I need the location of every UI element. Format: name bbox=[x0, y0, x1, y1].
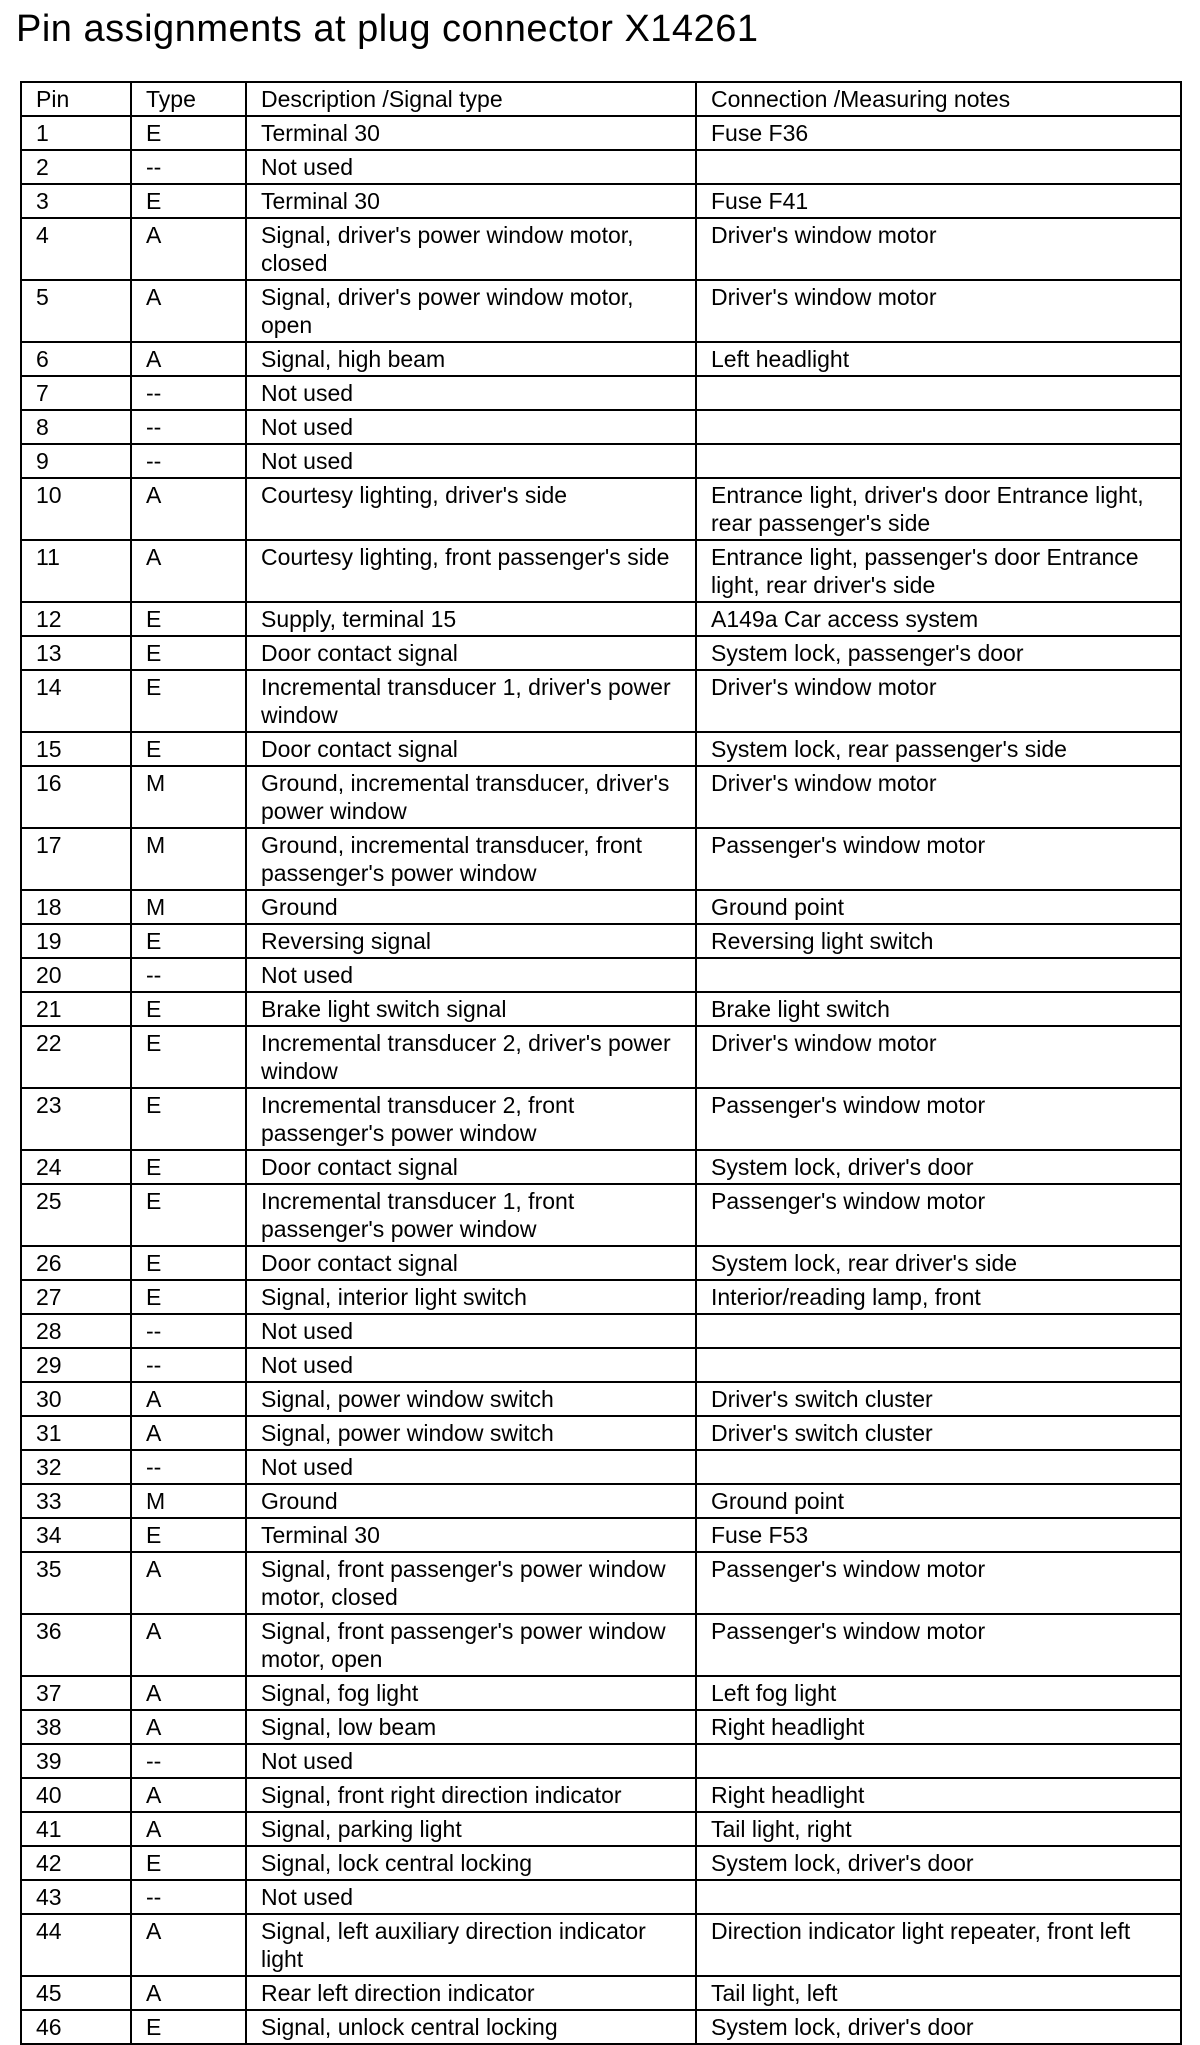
pin-cell: 39 bbox=[21, 1744, 131, 1778]
type-cell: A bbox=[131, 218, 246, 280]
type-cell: A bbox=[131, 1812, 246, 1846]
table-row bbox=[21, 1676, 1181, 1710]
pin-cell: 41 bbox=[21, 1812, 131, 1846]
pin-cell: 35 bbox=[21, 1552, 131, 1614]
type-cell: -- bbox=[131, 150, 246, 184]
pin-cell: 23 bbox=[21, 1088, 131, 1150]
table-row bbox=[21, 602, 1181, 636]
connection-cell: Interior/reading lamp, front bbox=[696, 1280, 1181, 1314]
type-cell: E bbox=[131, 1846, 246, 1880]
pin-cell: 25 bbox=[21, 1184, 131, 1246]
connection-cell: Right headlight bbox=[696, 1778, 1181, 1812]
table-row bbox=[21, 670, 1181, 732]
description-cell: Door contact signal bbox=[246, 1150, 696, 1184]
table-row bbox=[21, 1518, 1181, 1552]
type-cell: A bbox=[131, 478, 246, 540]
type-cell: A bbox=[131, 1382, 246, 1416]
table-row bbox=[21, 828, 1181, 890]
description-cell: Signal, low beam bbox=[246, 1710, 696, 1744]
pin-cell: 7 bbox=[21, 376, 131, 410]
description-cell: Signal, power window switch bbox=[246, 1382, 696, 1416]
table-row bbox=[21, 444, 1181, 478]
table-row bbox=[21, 1880, 1181, 1914]
description-cell: Signal, left auxiliary direction indicator light bbox=[246, 1914, 696, 1976]
description-cell: Signal, interior light switch bbox=[246, 1280, 696, 1314]
table-row bbox=[21, 890, 1181, 924]
type-cell: A bbox=[131, 1614, 246, 1676]
pin-cell: 8 bbox=[21, 410, 131, 444]
pin-cell: 1 bbox=[21, 116, 131, 150]
type-cell: A bbox=[131, 1676, 246, 1710]
type-cell: -- bbox=[131, 1744, 246, 1778]
table-row bbox=[21, 1150, 1181, 1184]
description-cell: Brake light switch signal bbox=[246, 992, 696, 1026]
type-cell: -- bbox=[131, 376, 246, 410]
description-cell: Signal, driver's power window motor, open bbox=[246, 280, 696, 342]
pin-cell: 46 bbox=[21, 2010, 131, 2044]
table-row bbox=[21, 2010, 1181, 2044]
type-cell: E bbox=[131, 636, 246, 670]
table-row bbox=[21, 1614, 1181, 1676]
pin-cell: 28 bbox=[21, 1314, 131, 1348]
connection-cell: Tail light, left bbox=[696, 1976, 1181, 2010]
table-row bbox=[21, 1314, 1181, 1348]
connection-cell: System lock, driver's door bbox=[696, 1150, 1181, 1184]
type-cell: A bbox=[131, 1778, 246, 1812]
type-cell: E bbox=[131, 1026, 246, 1088]
pin-cell: 3 bbox=[21, 184, 131, 218]
type-cell: E bbox=[131, 1518, 246, 1552]
connection-cell bbox=[696, 1450, 1181, 1484]
pin-cell: 24 bbox=[21, 1150, 131, 1184]
connection-cell: Driver's window motor bbox=[696, 766, 1181, 828]
type-cell: E bbox=[131, 670, 246, 732]
description-cell: Signal, parking light bbox=[246, 1812, 696, 1846]
connection-cell: Passenger's window motor bbox=[696, 1552, 1181, 1614]
table-row bbox=[21, 1710, 1181, 1744]
description-cell: Terminal 30 bbox=[246, 116, 696, 150]
table-row bbox=[21, 1552, 1181, 1614]
type-cell: M bbox=[131, 766, 246, 828]
table-header-row bbox=[21, 82, 1181, 116]
type-cell: E bbox=[131, 924, 246, 958]
type-cell: -- bbox=[131, 958, 246, 992]
table-row bbox=[21, 1778, 1181, 1812]
table-row bbox=[21, 636, 1181, 670]
connection-cell bbox=[696, 1744, 1181, 1778]
type-cell: A bbox=[131, 1552, 246, 1614]
type-cell: M bbox=[131, 890, 246, 924]
description-cell: Courtesy lighting, driver's side bbox=[246, 478, 696, 540]
description-cell: Signal, front passenger's power window motor, open bbox=[246, 1614, 696, 1676]
table-row bbox=[21, 540, 1181, 602]
type-cell: -- bbox=[131, 444, 246, 478]
type-cell: E bbox=[131, 1088, 246, 1150]
table-row bbox=[21, 280, 1181, 342]
connection-cell: Tail light, right bbox=[696, 1812, 1181, 1846]
pin-cell: 26 bbox=[21, 1246, 131, 1280]
pin-cell: 16 bbox=[21, 766, 131, 828]
connection-cell bbox=[696, 410, 1181, 444]
connection-cell: Brake light switch bbox=[696, 992, 1181, 1026]
table-row bbox=[21, 1348, 1181, 1382]
connection-cell: Reversing light switch bbox=[696, 924, 1181, 958]
table-row bbox=[21, 150, 1181, 184]
connection-cell bbox=[696, 150, 1181, 184]
table-row bbox=[21, 1812, 1181, 1846]
pin-cell: 6 bbox=[21, 342, 131, 376]
pin-cell: 37 bbox=[21, 1676, 131, 1710]
type-cell: M bbox=[131, 1484, 246, 1518]
type-cell: -- bbox=[131, 410, 246, 444]
table-row bbox=[21, 1246, 1181, 1280]
connection-cell: Passenger's window motor bbox=[696, 1184, 1181, 1246]
description-cell: Not used bbox=[246, 444, 696, 478]
page-title: Pin assignments at plug connector X14261 bbox=[16, 8, 759, 50]
pin-cell: 29 bbox=[21, 1348, 131, 1382]
description-cell: Signal, fog light bbox=[246, 1676, 696, 1710]
description-cell: Not used bbox=[246, 1348, 696, 1382]
connection-cell: Driver's switch cluster bbox=[696, 1382, 1181, 1416]
description-cell: Incremental transducer 1, front passenger's power window bbox=[246, 1184, 696, 1246]
connection-cell bbox=[696, 376, 1181, 410]
pin-cell: 15 bbox=[21, 732, 131, 766]
type-cell: E bbox=[131, 732, 246, 766]
description-cell: Reversing signal bbox=[246, 924, 696, 958]
type-cell: A bbox=[131, 280, 246, 342]
description-cell: Ground bbox=[246, 890, 696, 924]
description-cell: Signal, front passenger's power window motor, closed bbox=[246, 1552, 696, 1614]
type-cell: A bbox=[131, 1914, 246, 1976]
type-cell: E bbox=[131, 1246, 246, 1280]
table-row bbox=[21, 1976, 1181, 2010]
table-row bbox=[21, 924, 1181, 958]
pin-cell: 30 bbox=[21, 1382, 131, 1416]
connection-cell bbox=[696, 1348, 1181, 1382]
type-cell: E bbox=[131, 116, 246, 150]
connection-cell: Entrance light, passenger's door Entrance light, rear driver's side bbox=[696, 540, 1181, 602]
pin-cell: 11 bbox=[21, 540, 131, 602]
pin-cell: 44 bbox=[21, 1914, 131, 1976]
table-row bbox=[21, 1846, 1181, 1880]
connection-cell: A149a Car access system bbox=[696, 602, 1181, 636]
description-cell: Not used bbox=[246, 376, 696, 410]
connection-cell: System lock, rear driver's side bbox=[696, 1246, 1181, 1280]
pin-cell: 20 bbox=[21, 958, 131, 992]
table-row bbox=[21, 1914, 1181, 1976]
table-row bbox=[21, 958, 1181, 992]
connection-cell: System lock, driver's door bbox=[696, 1846, 1181, 1880]
description-cell: Not used bbox=[246, 958, 696, 992]
type-cell: E bbox=[131, 1184, 246, 1246]
connection-cell: Left headlight bbox=[696, 342, 1181, 376]
description-cell: Signal, power window switch bbox=[246, 1416, 696, 1450]
pin-cell: 14 bbox=[21, 670, 131, 732]
connection-cell: Fuse F53 bbox=[696, 1518, 1181, 1552]
description-cell: Signal, front right direction indicator bbox=[246, 1778, 696, 1812]
table-row bbox=[21, 1744, 1181, 1778]
header-pin: Pin bbox=[21, 82, 131, 116]
connection-cell: System lock, passenger's door bbox=[696, 636, 1181, 670]
type-cell: E bbox=[131, 602, 246, 636]
pin-cell: 10 bbox=[21, 478, 131, 540]
description-cell: Door contact signal bbox=[246, 732, 696, 766]
pin-cell: 5 bbox=[21, 280, 131, 342]
pin-cell: 34 bbox=[21, 1518, 131, 1552]
pin-cell: 40 bbox=[21, 1778, 131, 1812]
pin-cell: 19 bbox=[21, 924, 131, 958]
description-cell: Incremental transducer 2, front passenger's power window bbox=[246, 1088, 696, 1150]
connection-cell: Left fog light bbox=[696, 1676, 1181, 1710]
connection-cell: Driver's window motor bbox=[696, 218, 1181, 280]
table-body bbox=[21, 116, 1181, 2044]
connection-cell bbox=[696, 958, 1181, 992]
description-cell: Door contact signal bbox=[246, 1246, 696, 1280]
table-row bbox=[21, 1184, 1181, 1246]
description-cell: Ground, incremental transducer, front passenger's power window bbox=[246, 828, 696, 890]
description-cell: Door contact signal bbox=[246, 636, 696, 670]
table-row bbox=[21, 1382, 1181, 1416]
description-cell: Ground, incremental transducer, driver's power window bbox=[246, 766, 696, 828]
connection-cell: Ground point bbox=[696, 1484, 1181, 1518]
table-row bbox=[21, 766, 1181, 828]
table-row bbox=[21, 342, 1181, 376]
table-row bbox=[21, 992, 1181, 1026]
connection-cell bbox=[696, 1314, 1181, 1348]
connection-cell: Driver's window motor bbox=[696, 1026, 1181, 1088]
connection-cell: Entrance light, driver's door Entrance light, rear passenger's side bbox=[696, 478, 1181, 540]
description-cell: Terminal 30 bbox=[246, 1518, 696, 1552]
description-cell: Courtesy lighting, front passenger's side bbox=[246, 540, 696, 602]
table-row bbox=[21, 184, 1181, 218]
connection-cell: Direction indicator light repeater, front left bbox=[696, 1914, 1181, 1976]
connection-cell: Fuse F41 bbox=[696, 184, 1181, 218]
connection-cell: Driver's switch cluster bbox=[696, 1416, 1181, 1450]
type-cell: E bbox=[131, 184, 246, 218]
connection-cell: Right headlight bbox=[696, 1710, 1181, 1744]
connection-cell: Driver's window motor bbox=[696, 280, 1181, 342]
description-cell: Not used bbox=[246, 1744, 696, 1778]
type-cell: A bbox=[131, 1416, 246, 1450]
description-cell: Supply, terminal 15 bbox=[246, 602, 696, 636]
type-cell: E bbox=[131, 2010, 246, 2044]
type-cell: M bbox=[131, 828, 246, 890]
connection-cell: Driver's window motor bbox=[696, 670, 1181, 732]
pin-cell: 18 bbox=[21, 890, 131, 924]
description-cell: Not used bbox=[246, 410, 696, 444]
pin-cell: 27 bbox=[21, 1280, 131, 1314]
connection-cell: Passenger's window motor bbox=[696, 1088, 1181, 1150]
pin-cell: 9 bbox=[21, 444, 131, 478]
connection-cell: Passenger's window motor bbox=[696, 1614, 1181, 1676]
type-cell: A bbox=[131, 1976, 246, 2010]
description-cell: Not used bbox=[246, 1314, 696, 1348]
description-cell: Signal, driver's power window motor, closed bbox=[246, 218, 696, 280]
header-type: Type bbox=[131, 82, 246, 116]
type-cell: E bbox=[131, 1150, 246, 1184]
description-cell: Signal, lock central locking bbox=[246, 1846, 696, 1880]
connection-cell bbox=[696, 444, 1181, 478]
description-cell: Not used bbox=[246, 1450, 696, 1484]
connection-cell: Passenger's window motor bbox=[696, 828, 1181, 890]
header-description: Description /Signal type bbox=[246, 82, 696, 116]
pin-cell: 33 bbox=[21, 1484, 131, 1518]
pin-cell: 38 bbox=[21, 1710, 131, 1744]
pin-cell: 31 bbox=[21, 1416, 131, 1450]
header-connection: Connection /Measuring notes bbox=[696, 82, 1181, 116]
table-row bbox=[21, 218, 1181, 280]
description-cell: Not used bbox=[246, 1880, 696, 1914]
type-cell: A bbox=[131, 342, 246, 376]
description-cell: Not used bbox=[246, 150, 696, 184]
table-row bbox=[21, 1026, 1181, 1088]
pin-cell: 45 bbox=[21, 1976, 131, 2010]
table-row bbox=[21, 116, 1181, 150]
type-cell: A bbox=[131, 1710, 246, 1744]
description-cell: Incremental transducer 2, driver's power window bbox=[246, 1026, 696, 1088]
pin-cell: 22 bbox=[21, 1026, 131, 1088]
description-cell: Ground bbox=[246, 1484, 696, 1518]
connection-cell bbox=[696, 1880, 1181, 1914]
description-cell: Signal, unlock central locking bbox=[246, 2010, 696, 2044]
connection-cell: Ground point bbox=[696, 890, 1181, 924]
description-cell: Rear left direction indicator bbox=[246, 1976, 696, 2010]
table-row bbox=[21, 410, 1181, 444]
pin-cell: 17 bbox=[21, 828, 131, 890]
pin-cell: 2 bbox=[21, 150, 131, 184]
table-row bbox=[21, 1416, 1181, 1450]
pin-cell: 21 bbox=[21, 992, 131, 1026]
pin-assignment-table bbox=[20, 81, 1182, 2045]
table-row bbox=[21, 478, 1181, 540]
table-row bbox=[21, 1280, 1181, 1314]
pin-cell: 43 bbox=[21, 1880, 131, 1914]
table-row bbox=[21, 1484, 1181, 1518]
type-cell: -- bbox=[131, 1450, 246, 1484]
table-row bbox=[21, 376, 1181, 410]
table-row bbox=[21, 1450, 1181, 1484]
description-cell: Terminal 30 bbox=[246, 184, 696, 218]
pin-cell: 4 bbox=[21, 218, 131, 280]
connection-cell: System lock, driver's door bbox=[696, 2010, 1181, 2044]
type-cell: E bbox=[131, 1280, 246, 1314]
pin-cell: 42 bbox=[21, 1846, 131, 1880]
description-cell: Signal, high beam bbox=[246, 342, 696, 376]
pin-cell: 32 bbox=[21, 1450, 131, 1484]
type-cell: -- bbox=[131, 1314, 246, 1348]
table-row bbox=[21, 732, 1181, 766]
type-cell: A bbox=[131, 540, 246, 602]
connection-cell: System lock, rear passenger's side bbox=[696, 732, 1181, 766]
description-cell: Incremental transducer 1, driver's power window bbox=[246, 670, 696, 732]
pin-cell: 36 bbox=[21, 1614, 131, 1676]
pin-cell: 13 bbox=[21, 636, 131, 670]
type-cell: E bbox=[131, 992, 246, 1026]
pin-cell: 12 bbox=[21, 602, 131, 636]
connection-cell: Fuse F36 bbox=[696, 116, 1181, 150]
type-cell: -- bbox=[131, 1880, 246, 1914]
type-cell: -- bbox=[131, 1348, 246, 1382]
table-row bbox=[21, 1088, 1181, 1150]
